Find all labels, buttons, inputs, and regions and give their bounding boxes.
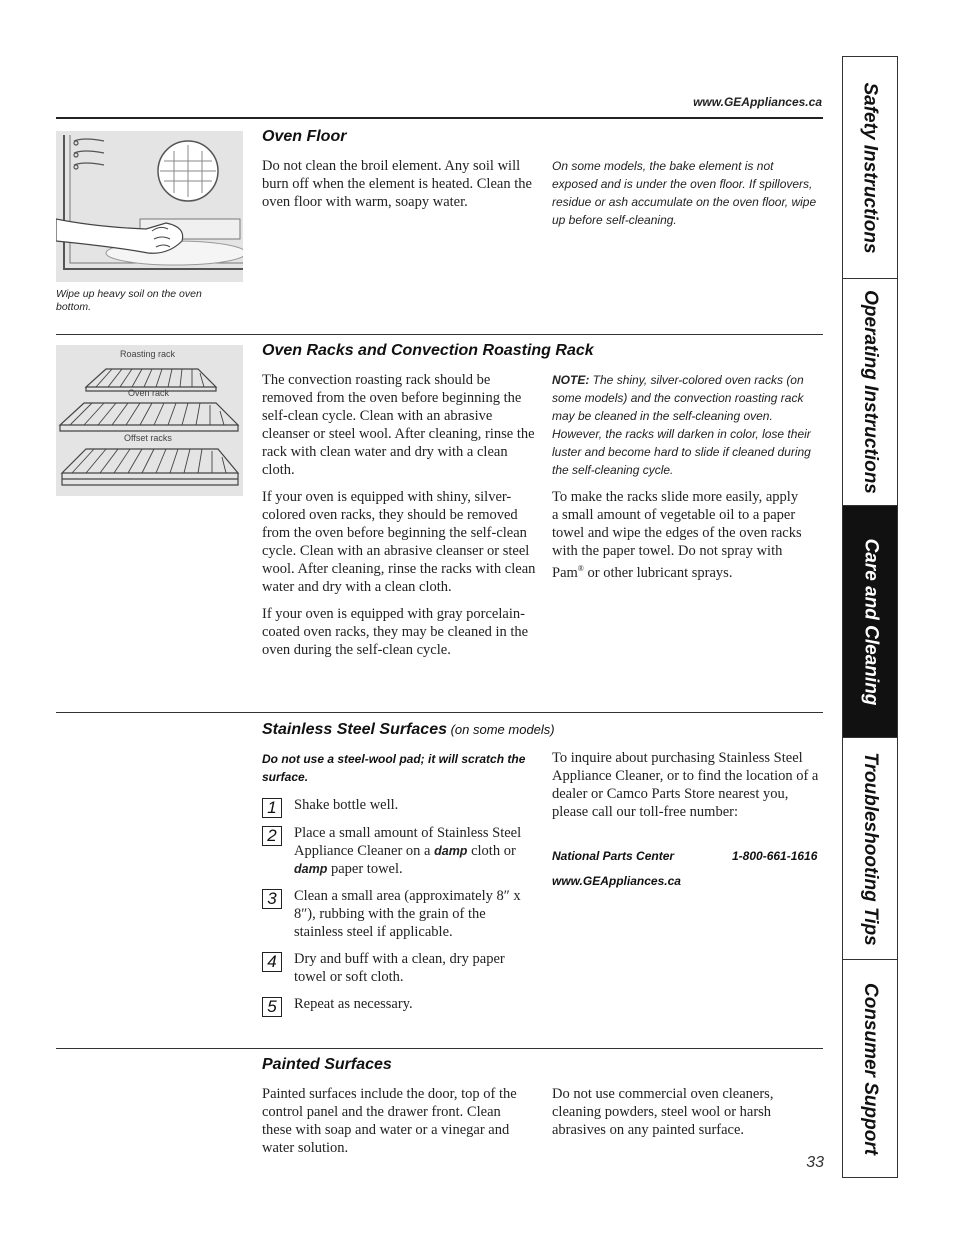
painted-title: Painted Surfaces: [262, 1056, 392, 1073]
page-number: 33: [806, 1154, 824, 1171]
step-number: 4: [262, 952, 282, 972]
section-divider: [56, 117, 823, 119]
tab-safety-instructions[interactable]: Safety Instructions: [843, 57, 897, 279]
parts-center-phone[interactable]: 1-800-661-1616: [732, 849, 818, 863]
step-text: Clean a small area (approximately 8″ x 8″), rubbing with the grain of the stainless steel if applicable.: [294, 888, 521, 940]
step-4: [262, 950, 532, 988]
oven-floor-illustration: [56, 131, 243, 282]
tab-consumer-support[interactable]: Consumer Support: [860, 982, 881, 1155]
oven-racks-body: The convection roasting rack should be removed from the oven before beginning the self-clean cycle. Clean with an abrasive cleanser or steel wool. After cleaning, rinse the rack with clean water and dry with a clean cloth. If your oven is equipped with shiny, silver-colored oven racks, they should be removed from the oven before beginning the self-clean cycle. Clean with an abrasive cleanser or steel wool. After cleaning, rinse the racks with clean water and dry with a clean cloth. If your oven is equipped with gray porcelain-coated oven racks, they may be cleaned in the oven during the self-clean cycle.: [262, 372, 536, 658]
oven-floor-body: Do not clean the broil element. Any soil will burn off when the element is heated. Clean the oven floor with warm, soapy water.: [262, 158, 532, 210]
oven-floor-caption: Wipe up heavy soil on the oven bottom.: [56, 288, 202, 313]
painted-body-2: Do not use commercial oven cleaners, cleaning powders, steel wool or harsh abrasives on any painted surface.: [552, 1086, 774, 1138]
section-divider: [56, 334, 823, 335]
tab-troubleshooting-tips[interactable]: Troubleshooting Tips: [843, 738, 897, 960]
step-2: [262, 824, 532, 880]
oven-rack-label: Oven rack: [128, 388, 170, 398]
step-5: [262, 995, 532, 1019]
step-number: 2: [262, 826, 282, 846]
section-divider: [56, 1048, 823, 1049]
step-text: Repeat as necessary.: [294, 996, 413, 1012]
stainless-warning: Do not use a steel-wool pad; it will scratch the surface.: [262, 752, 526, 784]
parts-center-name: National Parts Center: [552, 849, 675, 863]
step-text: Dry and buff with a clean, dry paper towel or soft cloth.: [294, 951, 505, 985]
oven-floor-title: Oven Floor: [262, 128, 347, 145]
roasting-rack-label: Roasting rack: [120, 349, 176, 359]
step-text: Shake bottle well.: [294, 797, 399, 813]
section-tabs: [842, 56, 898, 1178]
stainless-title: Stainless Steel Surfaces (on some models): [262, 721, 555, 738]
step-number: 5: [262, 997, 282, 1017]
tab-operating-instructions[interactable]: Operating Instructions: [843, 279, 897, 506]
oven-floor-note: On some models, the bake element is not exposed and is under the oven floor. If spillovers, residue or ash accumulate on the oven floor, wipe up before self-cleaning.: [552, 159, 817, 227]
step-3: [262, 887, 532, 943]
painted-body: Painted surfaces include the door, top of the control panel and the drawer front. Clean these with soap and water or a vinegar and water solution.: [262, 1086, 517, 1156]
stainless-inquire: To inquire about purchasing Stainless Steel Appliance Cleaner, or to find the location of a dealer or Camco Parts Store nearest you, please call our toll-free number:: [552, 750, 819, 820]
step-number: 1: [262, 798, 282, 818]
header-url[interactable]: www.GEAppliances.ca: [693, 95, 822, 109]
ge-appliances-link[interactable]: www.GEAppliances.ca: [552, 874, 681, 888]
section-divider: [56, 712, 823, 713]
tab-care-and-cleaning[interactable]: Care and Cleaning: [843, 506, 897, 738]
step-number: 3: [262, 889, 282, 909]
oven-racks-note: NOTE: The shiny, silver-colored oven racks (on some models) and the convection roasting rack may be cleaned in the self-cleaning oven. However, the racks will darken in color, lose their luster and become hard to slide if cleaned during the self-cleaning cycle.: [552, 373, 811, 477]
oven-racks-tip: To make the racks slide more easily, apply a small amount of vegetable oil to a paper towel and wipe the edges of the oven racks with the paper towel. Do not spray with Pam® or other lubricant sprays.: [552, 489, 802, 581]
step-text: Place a small amount of Stainless Steel Appliance Cleaner on a damp cloth or damp paper towel.: [294, 825, 522, 877]
oven-racks-title: Oven Racks and Convection Roasting Rack: [262, 342, 594, 359]
oven-racks-illustration: [56, 345, 243, 496]
offset-racks-label: Offset racks: [124, 433, 172, 443]
step-1: [262, 796, 532, 820]
